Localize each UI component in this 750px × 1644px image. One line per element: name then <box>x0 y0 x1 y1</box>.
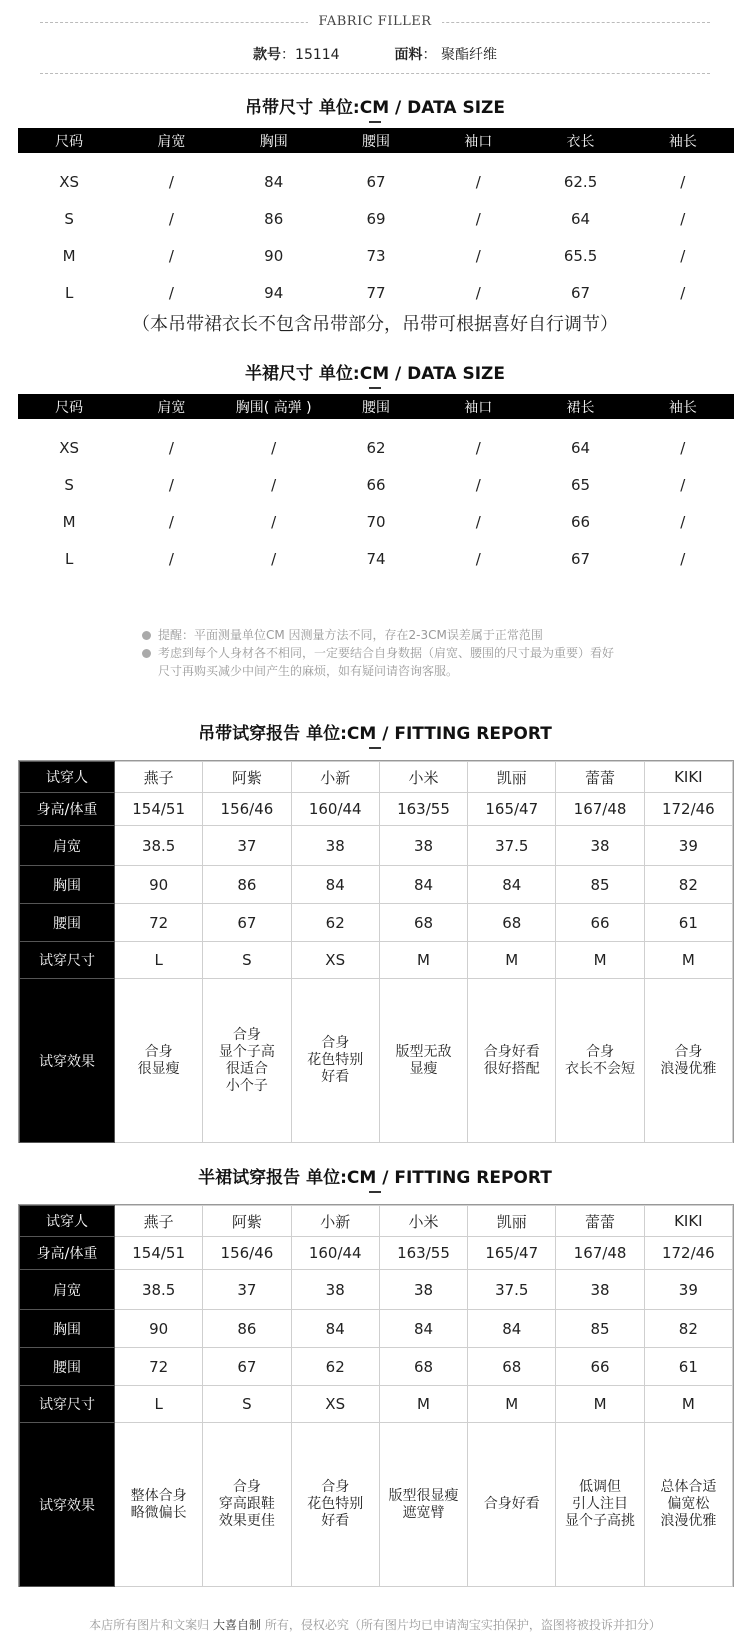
table-cell: 68 <box>379 1348 467 1386</box>
column-header: 胸围 <box>259 133 288 150</box>
table-cell: 86 <box>203 1310 291 1348</box>
table-cell: 172/46 <box>644 1237 732 1270</box>
product-info <box>0 44 750 64</box>
table-cell: 38 <box>379 1270 467 1310</box>
row-label: 身高/体重 <box>20 1237 115 1270</box>
tester-name: 凯丽 <box>468 762 556 793</box>
table-cell: S <box>64 475 74 494</box>
tester-name: 小米 <box>379 1206 467 1237</box>
table-cell: / <box>168 246 174 265</box>
table-cell: 64 <box>571 438 591 457</box>
table-cell: 62.5 <box>563 172 598 191</box>
table-cell: 67 <box>366 172 386 191</box>
table-row <box>20 793 733 826</box>
table-cell: 84 <box>468 1310 556 1348</box>
table-cell: S <box>203 942 291 979</box>
table-cell: 86 <box>203 866 291 904</box>
table-cell: 90 <box>264 246 284 265</box>
table-cell: 165/47 <box>468 793 556 826</box>
table-row <box>20 762 733 793</box>
fit-effect: 合身好看 <box>468 1423 556 1587</box>
row-label: 试穿尺寸 <box>20 1386 115 1423</box>
table-cell: 163/55 <box>379 793 467 826</box>
table-cell: M <box>644 942 732 979</box>
fit-effect: 合身 穿高跟鞋 效果更佳 <box>203 1423 291 1587</box>
fit-effect: 低调但 引人注目 显个子高挑 <box>556 1423 644 1587</box>
table-cell: 85 <box>556 1310 644 1348</box>
table-cell: 39 <box>644 1270 732 1310</box>
table-cell: S <box>64 209 74 228</box>
table-cell: 163/55 <box>379 1237 467 1270</box>
fabric-value: ： 聚酯纤维 <box>422 47 497 63</box>
table-cell: 82 <box>644 866 732 904</box>
row-label: 试穿人 <box>20 1206 115 1237</box>
table-cell: / <box>168 209 174 228</box>
row-label: 腰围 <box>20 904 115 942</box>
table-cell: L <box>64 283 74 302</box>
column-header: 裙长 <box>566 399 595 416</box>
row-label: 试穿人 <box>20 762 115 793</box>
table-row <box>20 979 733 1143</box>
table-cell: / <box>475 438 481 457</box>
tester-name: 小米 <box>379 762 467 793</box>
table-cell: 64 <box>571 209 591 228</box>
bullet-icon <box>142 631 151 640</box>
fit-effect: 合身 花色特别 好看 <box>291 979 379 1143</box>
fit-effect: 合身好看 很好搭配 <box>468 979 556 1143</box>
table-cell: 84 <box>379 1310 467 1348</box>
table-cell: 82 <box>644 1310 732 1348</box>
table-cell: / <box>680 475 686 494</box>
table-cell: / <box>475 283 481 302</box>
table-cell: / <box>680 209 686 228</box>
table-cell: M <box>62 512 76 531</box>
table-cell: / <box>475 246 481 265</box>
table-cell: / <box>680 246 686 265</box>
table-row <box>18 466 734 503</box>
table-cell: 90 <box>115 866 203 904</box>
table-cell: / <box>271 475 277 494</box>
table-cell: 38.5 <box>115 1270 203 1310</box>
table-row <box>20 826 733 866</box>
table-cell: 38 <box>556 1270 644 1310</box>
table-cell: 74 <box>366 549 386 568</box>
table-cell: / <box>680 283 686 302</box>
table-cell: 160/44 <box>291 793 379 826</box>
table-cell: L <box>115 1386 203 1423</box>
table-cell: 77 <box>366 283 386 302</box>
table-cell: / <box>680 438 686 457</box>
table-cell: 66 <box>556 1348 644 1386</box>
table-cell: 94 <box>264 283 284 302</box>
table-cell: 84 <box>379 866 467 904</box>
sling-fitting-title: 吊带试穿报告 单位:CM / FITTING REPORT <box>0 719 750 749</box>
table-cell: 84 <box>468 866 556 904</box>
fit-effect: 合身 浪漫优雅 <box>644 979 732 1143</box>
table-row <box>20 904 733 942</box>
row-label: 肩宽 <box>20 1270 115 1310</box>
fit-effect: 总体合适 偏宽松 浪漫优雅 <box>644 1423 732 1587</box>
fit-effect: 合身 花色特别 好看 <box>291 1423 379 1587</box>
bullet-icon <box>142 649 151 658</box>
table-row <box>18 540 734 577</box>
column-header: 腰围 <box>361 133 390 150</box>
table-row <box>18 503 734 540</box>
table-cell: / <box>168 283 174 302</box>
table-cell: 39 <box>644 826 732 866</box>
table-cell: 69 <box>366 209 386 228</box>
table-cell: 72 <box>115 1348 203 1386</box>
table-row <box>20 1206 733 1237</box>
table-cell: 85 <box>556 866 644 904</box>
column-header: 肩宽 <box>157 133 186 150</box>
fit-effect: 合身 很显瘦 <box>115 979 203 1143</box>
table-cell: 84 <box>291 1310 379 1348</box>
fit-effect: 版型很显瘦 遮宽臂 <box>379 1423 467 1587</box>
table-row <box>18 237 734 274</box>
table-cell: 165/47 <box>468 1237 556 1270</box>
column-header: 腰围 <box>361 399 390 416</box>
table-cell: 37 <box>203 1270 291 1310</box>
table-row <box>20 1310 733 1348</box>
sling-size-table <box>18 128 734 311</box>
table-cell: M <box>644 1386 732 1423</box>
table-cell: 67 <box>203 904 291 942</box>
table-cell: M <box>62 246 76 265</box>
column-header: 袖长 <box>668 133 697 150</box>
row-label: 试穿效果 <box>20 1423 115 1587</box>
table-cell: 160/44 <box>291 1237 379 1270</box>
tester-name: 阿紫 <box>203 762 291 793</box>
table-cell: L <box>115 942 203 979</box>
table-cell: 167/48 <box>556 793 644 826</box>
tester-name: 阿紫 <box>203 1206 291 1237</box>
table-row <box>20 1270 733 1310</box>
table-cell: 61 <box>644 1348 732 1386</box>
copyright-footer: 本店所有图片和文案归 大喜自制 所有，侵权必究（所有图片均已申请淘宝实拍保护，盗图将被投诉并扣分） <box>89 1618 661 1632</box>
table-row <box>18 429 734 466</box>
table-cell: 67 <box>571 283 591 302</box>
fabric-label: 面料 <box>394 47 423 63</box>
row-label: 腰围 <box>20 1348 115 1386</box>
table-cell: / <box>271 549 277 568</box>
table-cell: XS <box>59 172 80 191</box>
table-cell: 38.5 <box>115 826 203 866</box>
table-cell: M <box>468 1386 556 1423</box>
style-number-value: ：15114 <box>281 47 340 63</box>
table-cell: 38 <box>556 826 644 866</box>
table-cell: 66 <box>366 475 386 494</box>
table-cell: 65 <box>571 475 591 494</box>
fit-effect: 整体合身 略微偏长 <box>115 1423 203 1587</box>
table-cell: L <box>64 549 74 568</box>
sling-size-header <box>18 128 734 153</box>
column-header: 袖口 <box>464 399 493 416</box>
column-header: 袖长 <box>668 399 697 416</box>
sling-length-note: （本吊带裙衣长不包含吊带部分，吊带可根据喜好自行调节） <box>132 314 618 335</box>
column-header: 肩宽 <box>157 399 186 416</box>
table-cell: / <box>271 438 277 457</box>
table-cell: 62 <box>291 1348 379 1386</box>
table-cell: 73 <box>366 246 386 265</box>
table-row <box>20 1423 733 1587</box>
table-cell: 68 <box>468 904 556 942</box>
table-row <box>20 942 733 979</box>
table-cell: 67 <box>203 1348 291 1386</box>
sling-size-title: 吊带尺寸 单位:CM / DATA SIZE <box>0 93 750 123</box>
table-cell: / <box>475 549 481 568</box>
table-cell: 38 <box>291 1270 379 1310</box>
table-cell: 154/51 <box>115 1237 203 1270</box>
table-cell: 72 <box>115 904 203 942</box>
tip-body-data: 考虑到每个人身材各不相同，一定要结合自身数据（肩宽、腰围的尺寸最为重要）看好尺寸再购买减少中间产生的麻烦，如有疑问请咨询客服。 <box>140 644 620 680</box>
column-header: 胸围( 高弹 ) <box>235 399 312 416</box>
column-header: 尺码 <box>55 133 84 150</box>
row-label: 胸围 <box>20 1310 115 1348</box>
table-cell: / <box>168 172 174 191</box>
tester-name: 燕子 <box>115 1206 203 1237</box>
sling-fitting-table <box>18 760 734 1143</box>
fit-effect: 版型无敌 显瘦 <box>379 979 467 1143</box>
table-cell: 172/46 <box>644 793 732 826</box>
table-cell: 70 <box>366 512 386 531</box>
tester-name: 蕾蕾 <box>556 1206 644 1237</box>
brand-name: 大喜自制 <box>212 1618 261 1632</box>
table-cell: M <box>468 942 556 979</box>
table-cell: XS <box>59 438 80 457</box>
table-cell: 62 <box>291 904 379 942</box>
tester-name: 蕾蕾 <box>556 762 644 793</box>
table-cell: / <box>680 549 686 568</box>
tester-name: 小新 <box>291 1206 379 1237</box>
table-cell: M <box>556 942 644 979</box>
column-header: 尺码 <box>55 399 84 416</box>
table-cell: / <box>475 512 481 531</box>
table-row <box>20 1237 733 1270</box>
table-cell: 66 <box>571 512 591 531</box>
tester-name: KIKI <box>644 1206 732 1237</box>
table-cell: 37.5 <box>468 826 556 866</box>
table-row <box>20 1386 733 1423</box>
table-cell: / <box>168 475 174 494</box>
table-cell: 61 <box>644 904 732 942</box>
table-cell: / <box>271 512 277 531</box>
table-cell: / <box>680 172 686 191</box>
table-cell: 38 <box>379 826 467 866</box>
table-cell: 90 <box>115 1310 203 1348</box>
table-cell: 84 <box>264 172 284 191</box>
row-label: 试穿效果 <box>20 979 115 1143</box>
tester-name: 小新 <box>291 762 379 793</box>
table-cell: XS <box>291 942 379 979</box>
table-row <box>20 866 733 904</box>
table-cell: / <box>475 475 481 494</box>
tip-measurement-error: 提醒：平面测量单位CM 因测量方法不同，存在2-3CM误差属于正常范围 <box>140 626 620 644</box>
measurement-tips <box>140 626 620 680</box>
skirt-fitting-title: 半裙试穿报告 单位:CM / FITTING REPORT <box>0 1163 750 1193</box>
row-label: 试穿尺寸 <box>20 942 115 979</box>
table-cell: 62 <box>366 438 386 457</box>
row-label: 胸围 <box>20 866 115 904</box>
tester-name: 燕子 <box>115 762 203 793</box>
fabric-title: FABRIC FILLER <box>0 14 750 29</box>
table-cell: S <box>203 1386 291 1423</box>
header-bottom-divider <box>40 73 710 74</box>
row-label: 身高/体重 <box>20 793 115 826</box>
skirt-size-table <box>18 394 734 577</box>
table-cell: M <box>556 1386 644 1423</box>
table-cell: 38 <box>291 826 379 866</box>
table-cell: 68 <box>379 904 467 942</box>
table-cell: M <box>379 942 467 979</box>
table-cell: / <box>168 438 174 457</box>
table-row <box>20 1348 733 1386</box>
skirt-size-header <box>18 394 734 419</box>
table-cell: M <box>379 1386 467 1423</box>
table-cell: 84 <box>291 866 379 904</box>
table-cell: 65.5 <box>563 246 598 265</box>
table-cell: 156/46 <box>203 1237 291 1270</box>
fit-effect: 合身 显个子高 很适合 小个子 <box>203 979 291 1143</box>
table-cell: / <box>168 512 174 531</box>
table-row <box>18 274 734 311</box>
row-label: 肩宽 <box>20 826 115 866</box>
column-header: 袖口 <box>464 133 493 150</box>
fit-effect: 合身 衣长不会短 <box>556 979 644 1143</box>
skirt-fitting-table <box>18 1204 734 1587</box>
table-cell: / <box>168 549 174 568</box>
table-cell: 154/51 <box>115 793 203 826</box>
table-row <box>18 163 734 200</box>
table-cell: / <box>680 512 686 531</box>
table-cell: 67 <box>571 549 591 568</box>
table-cell: 68 <box>468 1348 556 1386</box>
table-cell: 37.5 <box>468 1270 556 1310</box>
table-cell: 167/48 <box>556 1237 644 1270</box>
table-cell: / <box>475 209 481 228</box>
column-header: 衣长 <box>566 133 595 150</box>
table-cell: 156/46 <box>203 793 291 826</box>
table-cell: 86 <box>264 209 284 228</box>
tester-name: KIKI <box>644 762 732 793</box>
style-number-label: 款号 <box>253 47 282 63</box>
table-cell: 37 <box>203 826 291 866</box>
tester-name: 凯丽 <box>468 1206 556 1237</box>
table-row <box>18 200 734 237</box>
table-cell: 66 <box>556 904 644 942</box>
table-cell: XS <box>291 1386 379 1423</box>
table-cell: / <box>475 172 481 191</box>
skirt-size-title: 半裙尺寸 单位:CM / DATA SIZE <box>0 359 750 389</box>
